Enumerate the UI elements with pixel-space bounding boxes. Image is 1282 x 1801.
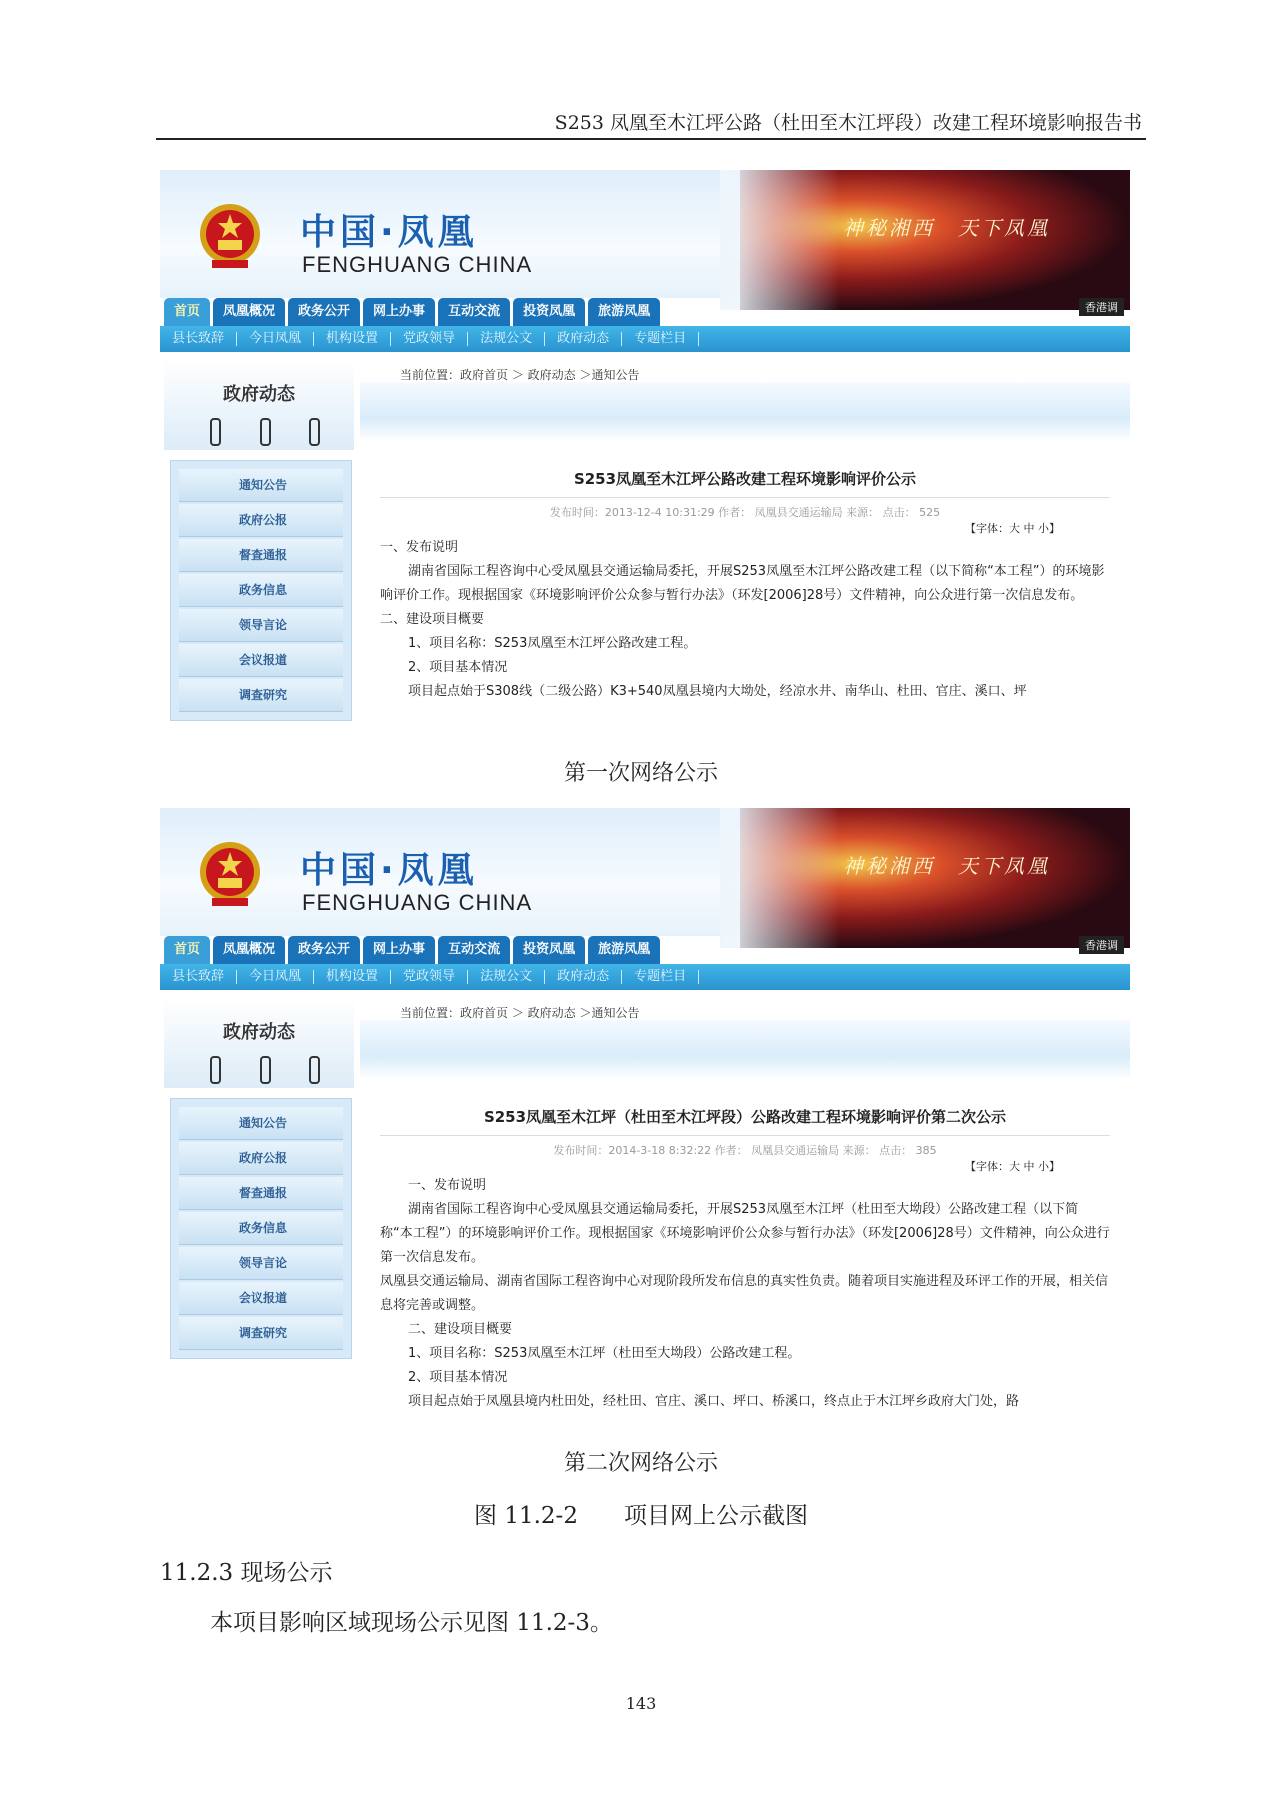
sidebar-item[interactable]: 会议报道	[179, 644, 343, 677]
article-title: S253凤凰至木江坪（杜田至木江坪段）公路改建工程环境影响评价第二次公示	[483, 1108, 1007, 1126]
nav-item-home[interactable]: 首页	[164, 298, 210, 326]
document-running-header	[156, 104, 1146, 140]
article	[370, 460, 1120, 745]
site-subtitle: FENGHUANG CHINA	[302, 890, 533, 915]
subnav-item[interactable]: 今日凤凰	[237, 970, 314, 984]
sidebar-item[interactable]: 政务信息	[179, 574, 343, 607]
sidebar-item[interactable]: 调查研究	[179, 679, 343, 712]
sidebar-item[interactable]: 领导言论	[179, 1247, 343, 1280]
article-paragraph: 湖南省国际工程咨询中心受凤凰县交通运输局委托，开展S253凤凰至木江坪（杜田至大坳段）公路改建工程（以下简称“本工程”）的环境影响评价工作。现根据国家《环境影响评价公众参与暂行办法》（环发[2006]28号）文件精神，向公众进行第一次信息发布。	[380, 1202, 1110, 1265]
sidebar-item[interactable]: 政府公报	[179, 1142, 343, 1175]
sidebar-item[interactable]: 通知公告	[179, 1107, 343, 1140]
sidebar-header	[164, 360, 354, 450]
sidebar-title: 政府动态	[223, 1022, 295, 1043]
banner-slogan: 神秘湘西 天下凤凰	[843, 216, 1050, 240]
screenshot-caption-2: 第二次网络公示	[563, 1451, 718, 1476]
nav-item-overview[interactable]: 凤凰概况	[213, 936, 285, 964]
subnav-item[interactable]: 政府动态	[545, 970, 622, 984]
sidebar-item[interactable]: 领导言论	[179, 609, 343, 642]
nav-item-interaction[interactable]: 互动交流	[438, 936, 510, 964]
article	[370, 1098, 1120, 1436]
article-paragraph: 一、发布说明	[408, 1178, 487, 1193]
sidebar-item[interactable]: 调查研究	[179, 1317, 343, 1350]
sidebar-item[interactable]: 会议报道	[179, 1282, 343, 1315]
sidebar-item[interactable]: 政府公报	[179, 504, 343, 537]
article-paragraph: 1、项目名称：S253凤凰至木江坪（杜田至大坳段）公路改建工程。	[408, 1346, 801, 1361]
subnav-item[interactable]: 专题栏目	[622, 332, 699, 346]
sidebar-item[interactable]: 政务信息	[179, 1212, 343, 1245]
subnav-item[interactable]: 法规公文	[468, 970, 545, 984]
sidebar-title: 政府动态	[223, 384, 295, 405]
nav-item-gov-affairs[interactable]: 政务公开	[288, 936, 360, 964]
subnav-item[interactable]: 党政领导	[391, 332, 468, 346]
running-header-title: S253 凤凰至木江坪公路（杜田至木江坪段）改建工程环境影响报告书	[554, 112, 1142, 134]
nav-item-home[interactable]: 首页	[164, 936, 210, 964]
banner-tag: 香港调	[1079, 298, 1124, 316]
article-paragraph: 凤凰县交通运输局、湖南省国际工程咨询中心对现阶段所发布信息的真实性负责。随着项目实施进程及环评工作的开展，相关信息将完善或调整。	[380, 1274, 1109, 1313]
national-emblem-icon	[198, 202, 262, 274]
section-heading: 11.2.3 现场公示	[160, 1560, 333, 1586]
main-nav	[164, 936, 663, 964]
article-body	[370, 536, 1120, 704]
nav-item-online-service[interactable]: 网上办事	[363, 298, 435, 326]
article-paragraph: 一、发布说明	[380, 540, 459, 555]
nav-item-online-service[interactable]: 网上办事	[363, 936, 435, 964]
article-meta: 发布时间：2013-12-4 10:31:29 作者： 凤凰县交通运输局 来源： 点击： 525	[380, 497, 1110, 520]
subnav-item[interactable]: 法规公文	[468, 332, 545, 346]
subnav-item[interactable]: 县长致辞	[160, 332, 237, 346]
nav-item-overview[interactable]: 凤凰概况	[213, 298, 285, 326]
font-size-switcher[interactable]: 【字体：大 中 小】	[965, 1160, 1060, 1173]
site-title: 中国·凤凰	[300, 212, 478, 253]
sidebar-menu	[170, 460, 352, 721]
main-nav	[164, 298, 663, 326]
article-paragraph: 2、项目基本情况	[408, 660, 508, 675]
banner-tag: 香港调	[1079, 936, 1124, 954]
subnav-item[interactable]: 今日凤凰	[237, 332, 314, 346]
article-paragraph: 项目起点始于凤凰县境内杜田处，经杜田、官庄、溪口、坪口、桥溪口，终点止于木江坪乡政府大门处，路	[408, 1394, 1020, 1409]
article-paragraph: 二、建设项目概要	[408, 1322, 513, 1337]
article-meta: 发布时间：2014-3-18 8:32:22 作者： 凤凰县交通运输局 来源： 点击： 385	[380, 1135, 1110, 1158]
article-paragraph: 2、项目基本情况	[408, 1370, 508, 1385]
page-number: 143	[625, 1694, 657, 1713]
sidebar-item[interactable]: 督查通报	[179, 1177, 343, 1210]
nav-item-investment[interactable]: 投资凤凰	[513, 936, 585, 964]
nav-item-interaction[interactable]: 互动交流	[438, 298, 510, 326]
screenshot-caption-1: 第一次网络公示	[563, 761, 718, 786]
site-title: 中国·凤凰	[300, 850, 478, 891]
sub-nav	[160, 326, 1130, 352]
article-paragraph: 项目起点始于S308线（二级公路）K3+540凤凰县境内大坳处，经凉水井、南华山、杜田、官庄、溪口、坪	[408, 684, 1027, 699]
subnav-item[interactable]: 党政领导	[391, 970, 468, 984]
article-paragraph: 1、项目名称：S253凤凰至木江坪公路改建工程。	[408, 636, 697, 651]
breadcrumb[interactable]: 当前位置：政府首页 ＞ 政府动态 ＞通知公告	[400, 368, 640, 382]
sidebar-item[interactable]: 通知公告	[179, 469, 343, 502]
article-title: S253凤凰至木江坪公路改建工程环境影响评价公示	[573, 470, 917, 488]
subnav-item[interactable]: 政府动态	[545, 332, 622, 346]
nav-item-tourism[interactable]: 旅游凤凰	[588, 936, 660, 964]
subnav-item[interactable]: 机构设置	[314, 970, 391, 984]
binder-rings-icon	[210, 418, 320, 444]
subnav-item[interactable]: 县长致辞	[160, 970, 237, 984]
binder-rings-icon	[210, 1056, 320, 1082]
nav-item-gov-affairs[interactable]: 政务公开	[288, 298, 360, 326]
figure-caption: 图 11.2-2 项目网上公示截图	[474, 1503, 808, 1529]
sidebar-item[interactable]: 督查通报	[179, 539, 343, 572]
font-size-switcher[interactable]: 【字体：大 中 小】	[965, 522, 1060, 535]
nav-item-investment[interactable]: 投资凤凰	[513, 298, 585, 326]
banner-slogan: 神秘湘西 天下凤凰	[843, 854, 1050, 878]
body-paragraph: 本项目影响区域现场公示见图 11.2-3。	[210, 1610, 613, 1636]
subnav-item[interactable]: 专题栏目	[622, 970, 699, 984]
article-body	[370, 1174, 1120, 1414]
article-paragraph: 二、建设项目概要	[380, 612, 485, 627]
sidebar-header	[164, 998, 354, 1088]
screenshot-second-publication	[160, 808, 1130, 1436]
screenshot-first-publication	[160, 170, 1130, 745]
site-subtitle: FENGHUANG CHINA	[302, 252, 533, 277]
sidebar-menu	[170, 1098, 352, 1359]
breadcrumb[interactable]: 当前位置：政府首页 ＞ 政府动态 ＞通知公告	[400, 1006, 640, 1020]
national-emblem-icon	[198, 840, 262, 912]
article-paragraph: 湖南省国际工程咨询中心受凤凰县交通运输局委托，开展S253凤凰至木江坪公路改建工程（以下简称“本工程”）的环境影响评价工作。现根据国家《环境影响评价公众参与暂行办法》（环发[2006]28号）文件精神，向公众进行第一次信息发布。	[380, 564, 1105, 603]
sub-nav	[160, 964, 1130, 990]
nav-item-tourism[interactable]: 旅游凤凰	[588, 298, 660, 326]
subnav-item[interactable]: 机构设置	[314, 332, 391, 346]
